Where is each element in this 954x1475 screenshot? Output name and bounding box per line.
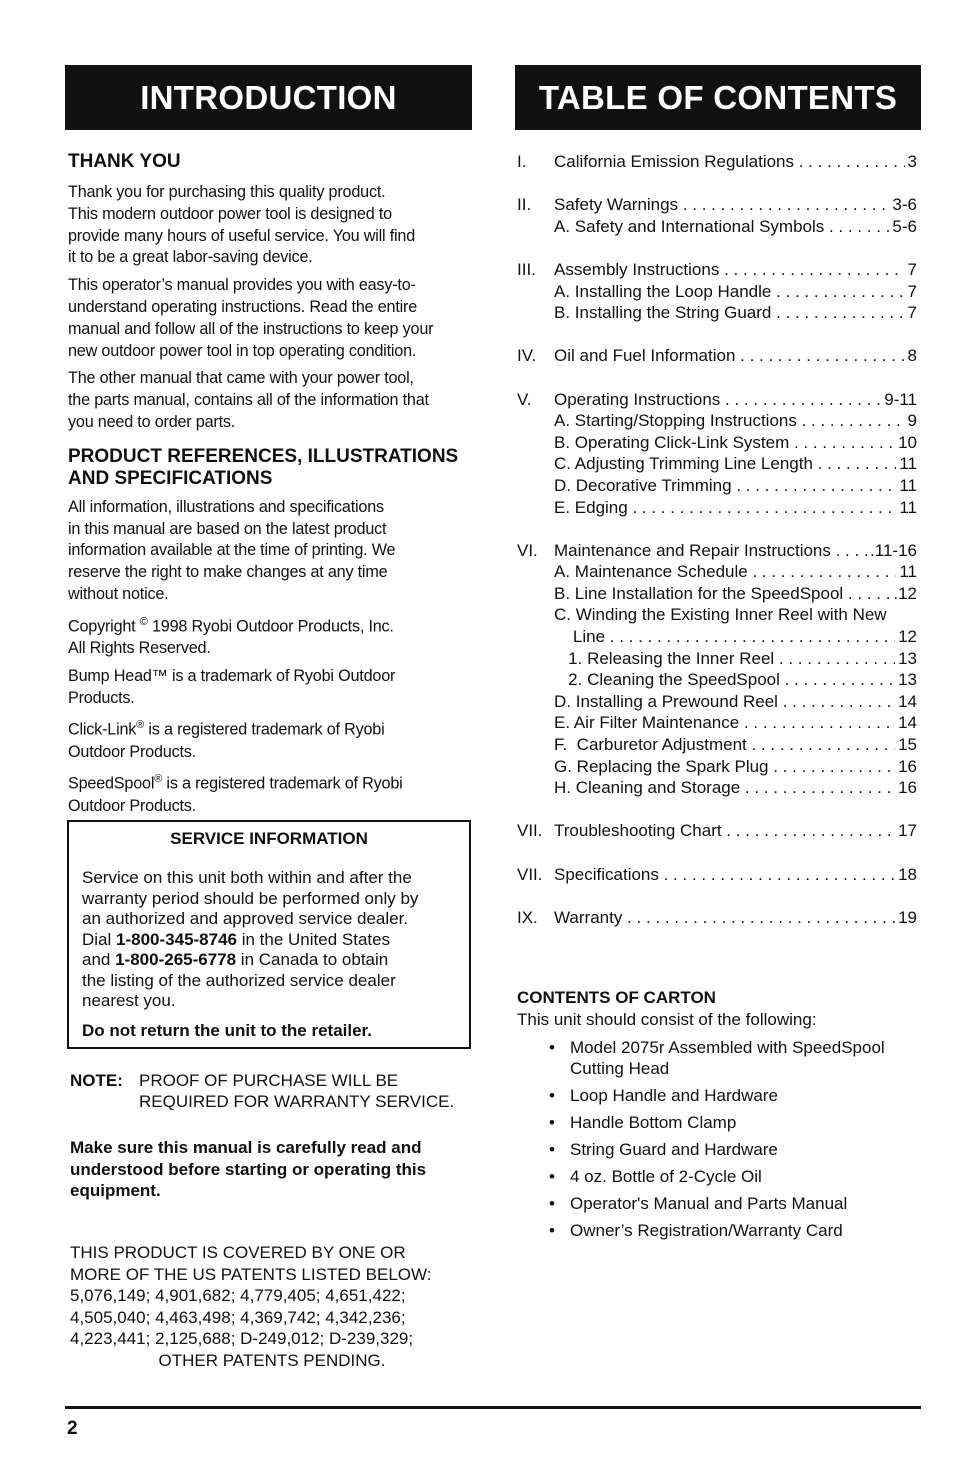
toc-entry-page — [914, 604, 917, 626]
bump-head-trademark: Bump Head™ is a trademark of Ryobi Outdoor Products. — [68, 666, 396, 707]
toc-entry-page: 16 — [898, 778, 917, 798]
toc-entry-number — [517, 712, 554, 734]
toc-entry — [517, 648, 917, 670]
toc-entry-title: C. Winding the Existing Inner Reel with New — [554, 605, 887, 625]
toc-entry — [517, 432, 917, 454]
toc-entry-title: C. Adjusting Trimming Line Length . . . — [554, 453, 896, 475]
toc-entry-number: III. — [517, 259, 536, 279]
toc-entry — [517, 691, 917, 713]
toc-entry-title: H. Cleaning and Storage . . . — [554, 777, 895, 799]
carton-item: • Handle Bottom Clamp — [517, 1112, 921, 1133]
toc-entry — [517, 626, 917, 648]
speedspool-trademark: SpeedSpool® is a registered trademark of Ryobi Outdoor Products. — [68, 773, 403, 815]
toc-entry-title: E. Edging . . . — [554, 497, 896, 519]
table-of-contents-list — [517, 151, 917, 928]
toc-entry-page: 18 — [898, 864, 917, 884]
toc-entry-title: Line . . . — [554, 626, 895, 648]
toc-entry-page: 7 — [907, 259, 917, 279]
footer-divider — [65, 1406, 921, 1409]
carton-item: • Model 2075r Assembled with SpeedSpool Cutting Head — [517, 1037, 921, 1079]
toc-entry-page: 3-6 — [892, 195, 917, 215]
toc-entry — [517, 302, 917, 324]
toc-entry — [517, 194, 917, 216]
toc-entry-page: 14 — [898, 691, 917, 711]
toc-entry-title: Maintenance and Repair Instructions . . . — [554, 540, 867, 562]
toc-entry-number: VII. — [517, 821, 543, 841]
do-not-return-notice: Do not return the unit to the retailer. — [82, 1020, 372, 1040]
service-information-title: SERVICE INFORMATION — [170, 829, 368, 848]
toc-entry-title: B. Installing the String Guard . . . — [554, 302, 905, 324]
carton-item: • Owner’s Registration/Warranty Card — [517, 1220, 921, 1241]
toc-entry-number — [517, 497, 554, 519]
toc-entry-number — [517, 604, 554, 626]
toc-entry-number — [517, 583, 554, 605]
toc-entry-number — [517, 648, 554, 670]
toc-entry — [517, 669, 917, 691]
thank-you-paragraph-1: Thank you for purchasing this quality product. This modern outdoor power tool is designed to provide many hours of useful service. You will find it to be a great labor-saving device. — [68, 183, 416, 267]
carton-heading: CONTENTS OF CARTON — [517, 988, 716, 1007]
toc-entry-number — [517, 302, 554, 324]
toc-entry-page: 5-6 — [892, 216, 917, 236]
thank-you-paragraph-2: This operator’s manual provides you with easy-to- understand operating instructions. Read the entire manual and follow all of the instructions to keep your new outdoor power tool in top operating condition. — [68, 276, 434, 360]
toc-entry-page: 9-11 — [884, 389, 917, 409]
toc-entry-page: 3 — [907, 152, 917, 171]
contents-of-carton — [517, 987, 921, 1247]
toc-entry-title: A. Maintenance Schedule . . . — [554, 561, 896, 583]
toc-entry-number — [517, 410, 554, 432]
toc-entry-page: 11 — [899, 454, 917, 474]
toc-entry-title: A. Safety and International Symbols . . . — [554, 216, 889, 238]
toc-entry — [517, 389, 917, 411]
toc-entry — [517, 281, 917, 303]
toc-entry-title: A. Starting/Stopping Instructions . . . — [554, 410, 905, 432]
proof-of-purchase-note — [70, 1070, 470, 1112]
toc-spacer — [517, 842, 917, 864]
toc-spacer — [517, 173, 917, 195]
toc-entry-page: 11 — [899, 475, 917, 495]
service-information-text: Service on this unit both within and after the warranty period should be performed only by an authorized and approved service dealer. Dial 1-800-345-8746 in the United States and 1-800-265-6778 in Canada to obtain the listing of the authorized service dealer nearest you. — [82, 868, 419, 1010]
toc-entry-number — [517, 281, 554, 303]
toc-entry — [517, 453, 917, 475]
toc-entry — [517, 410, 917, 432]
toc-entry — [517, 907, 917, 929]
toc-entry-title: A. Installing the Loop Handle . . . — [554, 281, 905, 303]
toc-entry — [517, 540, 917, 562]
toc-entry-number — [517, 777, 554, 799]
toc-entry-page: .12 — [893, 583, 917, 603]
toc-entry — [517, 820, 917, 842]
introduction-column — [68, 151, 472, 823]
carton-item: • 4 oz. Bottle of 2-Cycle Oil — [517, 1166, 921, 1187]
toc-entry-number: IX. — [517, 907, 538, 927]
toc-entry-page: 7 — [907, 281, 917, 301]
toc-entry — [517, 734, 917, 756]
toc-entry-number: I. — [517, 152, 527, 171]
toc-spacer — [517, 799, 917, 821]
note-label: NOTE: — [70, 1071, 123, 1090]
toc-entry-title: E. Air Filter Maintenance . . . — [554, 712, 895, 734]
thank-you-heading: THANK YOU — [68, 151, 181, 172]
toc-entry-title: G. Replacing the Spark Plug . . . — [554, 756, 895, 778]
toc-entry-title: Operating Instructions . . . — [554, 389, 881, 411]
toc-spacer — [517, 237, 917, 259]
toc-entry-number — [517, 626, 554, 648]
toc-entry-number: VII. — [517, 864, 543, 884]
toc-entry-page: 15 — [898, 735, 917, 755]
toc-entry-title: B. Operating Click-Link System . . . — [554, 432, 895, 454]
toc-entry — [517, 561, 917, 583]
toc-entry-page: 7 — [907, 303, 917, 323]
toc-entry-title: 1. Releasing the Inner Reel . . . — [554, 648, 895, 670]
toc-entry-title: 2. Cleaning the SpeedSpool . . . — [554, 669, 895, 691]
toc-entry-page: 8 — [907, 346, 917, 366]
toc-entry — [517, 604, 917, 626]
toc-entry-title: Assembly Instructions . . . — [554, 259, 905, 281]
toc-entry-number: IV. — [517, 346, 537, 366]
toc-entry — [517, 497, 917, 519]
read-manual-warning: Make sure this manual is carefully read and understood before starting or operating this equipment. — [70, 1138, 427, 1200]
toc-entry-number — [517, 691, 554, 713]
table-of-contents-banner: TABLE OF CONTENTS — [515, 65, 921, 130]
toc-entry-page: 14 — [898, 713, 917, 733]
copyright-notice: Copyright © 1998 Ryobi Outdoor Products, Inc. All Rights Reserved. — [68, 615, 394, 657]
toc-entry-page: 12 — [898, 627, 917, 647]
product-references-heading: PRODUCT REFERENCES, ILLUSTRATIONS AND SPECIFICATIONS — [68, 445, 459, 489]
toc-entry-page: 16 — [898, 756, 917, 776]
toc-entry — [517, 583, 917, 605]
carton-item: • Operator's Manual and Parts Manual — [517, 1193, 921, 1214]
note-text: PROOF OF PURCHASE WILL BE REQUIRED FOR WARRANTY SERVICE. — [139, 1071, 455, 1111]
toc-entry-title: Oil and Fuel Information . . . — [554, 345, 905, 367]
references-paragraph: All information, illustrations and specifications in this manual are based on the latest product information available at the time of printing. We reserve the right to make changes at any time without notice. — [68, 497, 396, 603]
toc-entry-number — [517, 734, 554, 756]
toc-entry-title: B. Line Installation for the SpeedSpool . . . — [554, 583, 890, 605]
toc-entry-page: 13 — [898, 648, 917, 668]
patents-notice: THIS PRODUCT IS COVERED BY ONE OR MORE OF THE US PATENTS LISTED BELOW: 5,076,149; 4,901,682; 4,779,405; 4,651,422; 4,505,040; 4,463,498; 4,369,742; 4,342,236; 4,223,441; 2,125,688; D-249,012; D-239,329; OTHER PATENTS PENDING. — [70, 1242, 474, 1371]
toc-entry-title: Specifications . . . — [554, 864, 895, 886]
toc-entry-number — [517, 756, 554, 778]
toc-entry — [517, 777, 917, 799]
toc-entry-title: Safety Warnings . . . — [554, 194, 889, 216]
toc-entry — [517, 216, 917, 238]
introduction-banner: INTRODUCTION — [65, 65, 472, 130]
toc-entry — [517, 756, 917, 778]
toc-spacer — [517, 367, 917, 389]
toc-entry — [517, 259, 917, 281]
toc-entry-page: 9 — [907, 411, 917, 431]
thank-you-paragraph-3: The other manual that came with your power tool, the parts manual, contains all of the information that you need to order parts. — [68, 369, 429, 431]
click-link-trademark: Click-Link® is a registered trademark of Ryobi Outdoor Products. — [68, 719, 385, 761]
toc-entry-number — [517, 453, 554, 475]
toc-entry-number — [517, 669, 554, 691]
toc-entry-number: VI. — [517, 540, 538, 560]
toc-entry-page: 19 — [898, 907, 917, 927]
toc-entry-number — [517, 561, 554, 583]
toc-entry-title: Warranty . . . — [554, 907, 895, 929]
page-number: 2 — [67, 1418, 78, 1439]
toc-entry — [517, 151, 917, 173]
toc-entry-title: F. Carburetor Adjustment . . . — [554, 734, 895, 756]
toc-entry-number: II. — [517, 195, 532, 215]
toc-entry — [517, 345, 917, 367]
toc-entry-page: 17 — [898, 821, 917, 841]
toc-entry-number — [517, 475, 554, 497]
carton-item: • String Guard and Hardware — [517, 1139, 921, 1160]
toc-spacer — [517, 885, 917, 907]
toc-entry-page: 13 — [898, 670, 917, 690]
carton-intro: This unit should consist of the following: — [517, 1010, 817, 1029]
toc-entry-page: 10 — [898, 432, 917, 452]
toc-entry-page: 11 — [899, 562, 917, 582]
toc-entry-number — [517, 216, 554, 238]
canada-phone-number: 1-800-265-6778 — [115, 950, 237, 969]
service-information-box — [67, 820, 471, 1049]
toc-entry — [517, 712, 917, 734]
carton-item: • Loop Handle and Hardware — [517, 1085, 921, 1106]
toc-entry-title: Troubleshooting Chart . . . — [554, 820, 895, 842]
toc-entry-number — [517, 432, 554, 454]
patents-pending: OTHER PATENTS PENDING. — [158, 1350, 386, 1370]
toc-entry-title: D. Installing a Prewound Reel . . . — [554, 691, 895, 713]
toc-spacer — [517, 518, 917, 540]
toc-spacer — [517, 324, 917, 346]
toc-entry-page: 11 — [899, 497, 917, 517]
toc-entry — [517, 864, 917, 886]
toc-entry-page: .11-16 — [870, 540, 917, 560]
toc-entry-number: V. — [517, 389, 532, 409]
us-phone-number: 1-800-345-8746 — [116, 929, 237, 949]
toc-entry-title: D. Decorative Trimming . . . — [554, 475, 896, 497]
carton-items-list — [517, 1037, 921, 1241]
toc-entry-title: California Emission Regulations . . . — [554, 151, 905, 173]
toc-entry — [517, 475, 917, 497]
